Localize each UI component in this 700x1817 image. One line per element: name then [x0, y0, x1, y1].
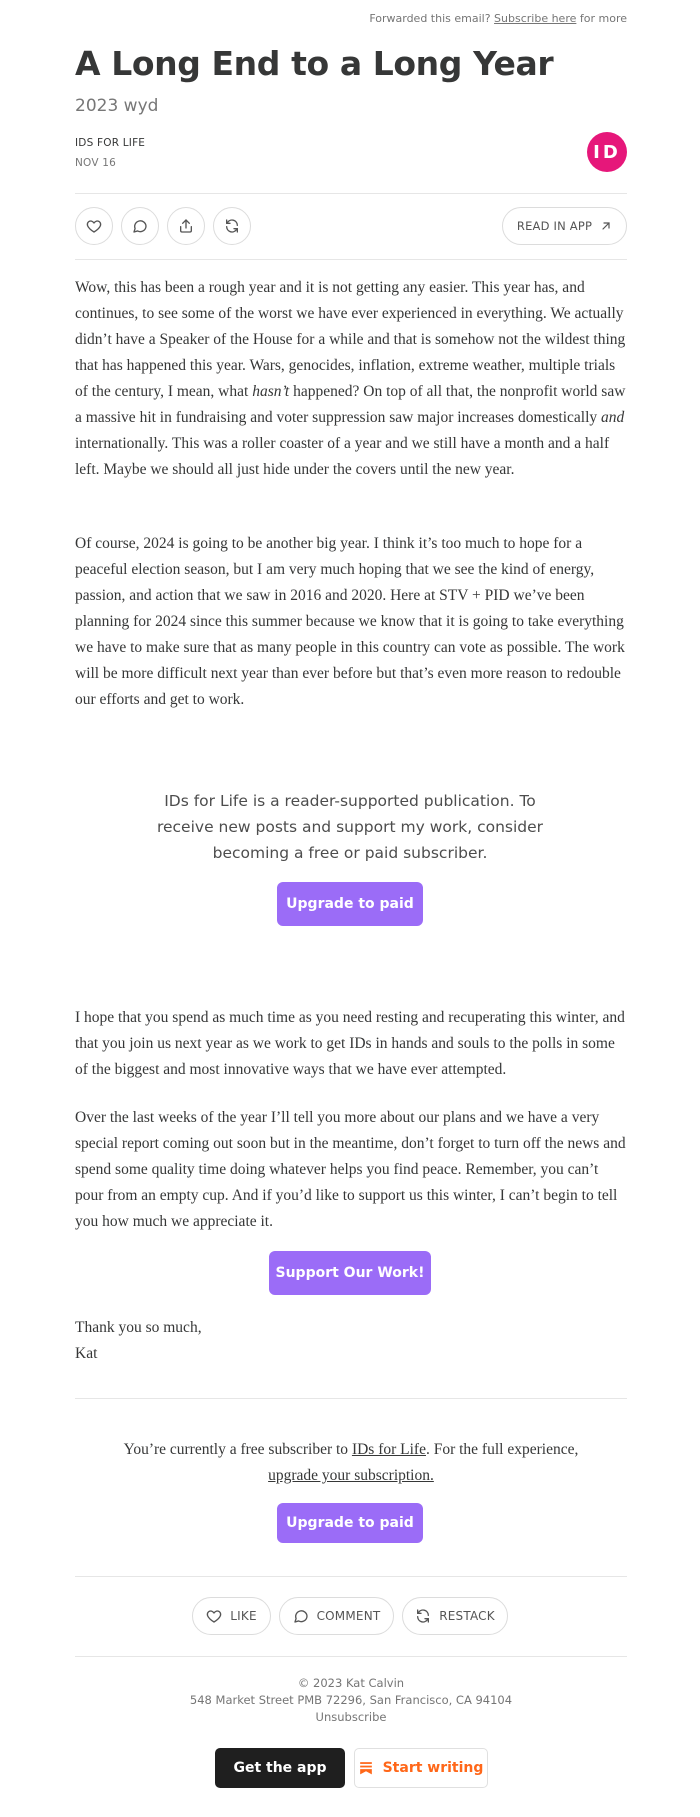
divider: [75, 193, 627, 194]
support-our-work-button[interactable]: Support Our Work!: [269, 1251, 431, 1295]
heart-icon: [206, 1608, 222, 1624]
paragraph-4: Over the last weeks of the year I’ll tell you more about our plans and we have a very special report coming out soon but in the meantime, don’t forget to turn off the news and spend some quality time doing whatever helps you find peace. Remember, you can’t pour from an empty cup. And if you’d like to support us this winter, I can’t begin to tell you how much we appreciate it.: [75, 1109, 626, 1230]
comment-icon: [132, 218, 148, 234]
avatar[interactable]: ID: [587, 132, 627, 172]
read-in-app-button[interactable]: [502, 207, 627, 245]
unsubscribe-link[interactable]: Unsubscribe: [315, 1710, 387, 1724]
substack-logo-icon: [359, 1761, 373, 1775]
upgrade-subscription-link[interactable]: upgrade your subscription.: [268, 1467, 434, 1484]
restack-pill-button[interactable]: [402, 1597, 508, 1635]
like-pill-button[interactable]: [192, 1597, 271, 1635]
like-button[interactable]: [75, 207, 113, 245]
comment-icon: [293, 1608, 309, 1624]
subscribe-cta-text: IDs for Life is a reader-supported publication. To receive new posts and support my work, consider becoming a free or paid subscriber.: [156, 792, 544, 862]
for-more-text: for more: [579, 12, 627, 25]
paragraph-text: Wow, this has been a rough year and it is not getting any easier. This year has, and continues, to see some of the worst we have ever experienced in everything. We actually didn’t have a Speaker of the House for a while and that is somehow not the wildest thing that has happened this year. Wars, genocides, inflation, extreme weather, multiple trials of the century, I mean, what: [75, 279, 626, 400]
divider: [75, 259, 627, 260]
divider: [75, 1398, 627, 1399]
like-label: LIKE: [230, 1609, 257, 1623]
read-in-app-label: READ IN APP: [516, 219, 593, 233]
paragraph-3: I hope that you spend as much time as you need resting and recuperating this winter, and that you join us next year as we work to get IDs in hands and souls to the polls in some of the biggest and most innovative ways that we have ever attempted.: [75, 1009, 625, 1078]
post-title: A Long End to a Long Year: [75, 44, 554, 83]
mailing-address: 548 Market Street PMB 72296, San Francisco, CA 94104: [189, 1693, 513, 1707]
paragraph-2: Of course, 2024 is going to be another big year. I think it’s too much to hope for a peaceful election season, but I am very much hoping that we see the kind of energy, passion, and action that we saw in 2016 and 2020. Here at STV + PID we’ve been planning for 2024 since this summer because we know that it is going to take everything we have to make sure that as many people in this country can vote as possible. The work will be more difficult next year than ever before but that’s even more reason to redouble our efforts and get to work.: [75, 535, 625, 708]
forwarded-text: Forwarded this email?: [369, 12, 491, 25]
restack-label: RESTACK: [439, 1609, 495, 1623]
start-writing-button[interactable]: [354, 1748, 488, 1788]
forwarded-notice: [369, 12, 627, 25]
comment-button[interactable]: [121, 207, 159, 245]
note-prefix: You’re currently a free subscriber to: [123, 1441, 352, 1458]
comment-pill-button[interactable]: [279, 1597, 394, 1635]
start-writing-label: Start writing: [382, 1760, 484, 1776]
publication-name[interactable]: IDS FOR LIFE: [75, 137, 146, 149]
get-the-app-button[interactable]: Get the app: [215, 1748, 345, 1788]
emphasis: and: [601, 409, 625, 426]
upgrade-to-paid-button[interactable]: Upgrade to paid: [277, 882, 423, 926]
paragraph-1: [75, 275, 627, 483]
emphasis: hasn’t: [252, 383, 290, 400]
comment-label: COMMENT: [316, 1609, 381, 1623]
note-middle: . For the full experience,: [425, 1441, 579, 1458]
subscribe-here-link[interactable]: Subscribe here: [494, 12, 577, 25]
paragraph-text: happened? On top of all that, the nonprofit world saw a massive hit in fundraising and voter suppression saw major increases domestically: [75, 383, 626, 426]
share-button[interactable]: [167, 207, 205, 245]
free-subscriber-note: [75, 1437, 627, 1489]
post-date: NOV 16: [75, 157, 117, 169]
share-icon: [178, 218, 194, 234]
restack-icon: [224, 218, 240, 234]
arrow-up-right-icon: [600, 220, 612, 232]
publication-link[interactable]: IDs for Life: [351, 1441, 426, 1458]
restack-button[interactable]: [213, 207, 251, 245]
divider: [75, 1576, 627, 1577]
sign-off: Thank you so much,: [75, 1319, 202, 1336]
paragraph-text: internationally. This was a roller coaster of a year and we still have a month and a half left. Maybe we should all just hide under the covers until the new year.: [75, 435, 610, 478]
divider: [75, 1656, 627, 1657]
heart-icon: [86, 218, 102, 234]
restack-icon: [415, 1608, 431, 1624]
copyright: © 2023 Kat Calvin: [297, 1676, 405, 1690]
upgrade-to-paid-button-footer[interactable]: Upgrade to paid: [277, 1503, 423, 1543]
signature-name: Kat: [75, 1345, 98, 1362]
post-subtitle: 2023 wyd: [75, 96, 159, 116]
